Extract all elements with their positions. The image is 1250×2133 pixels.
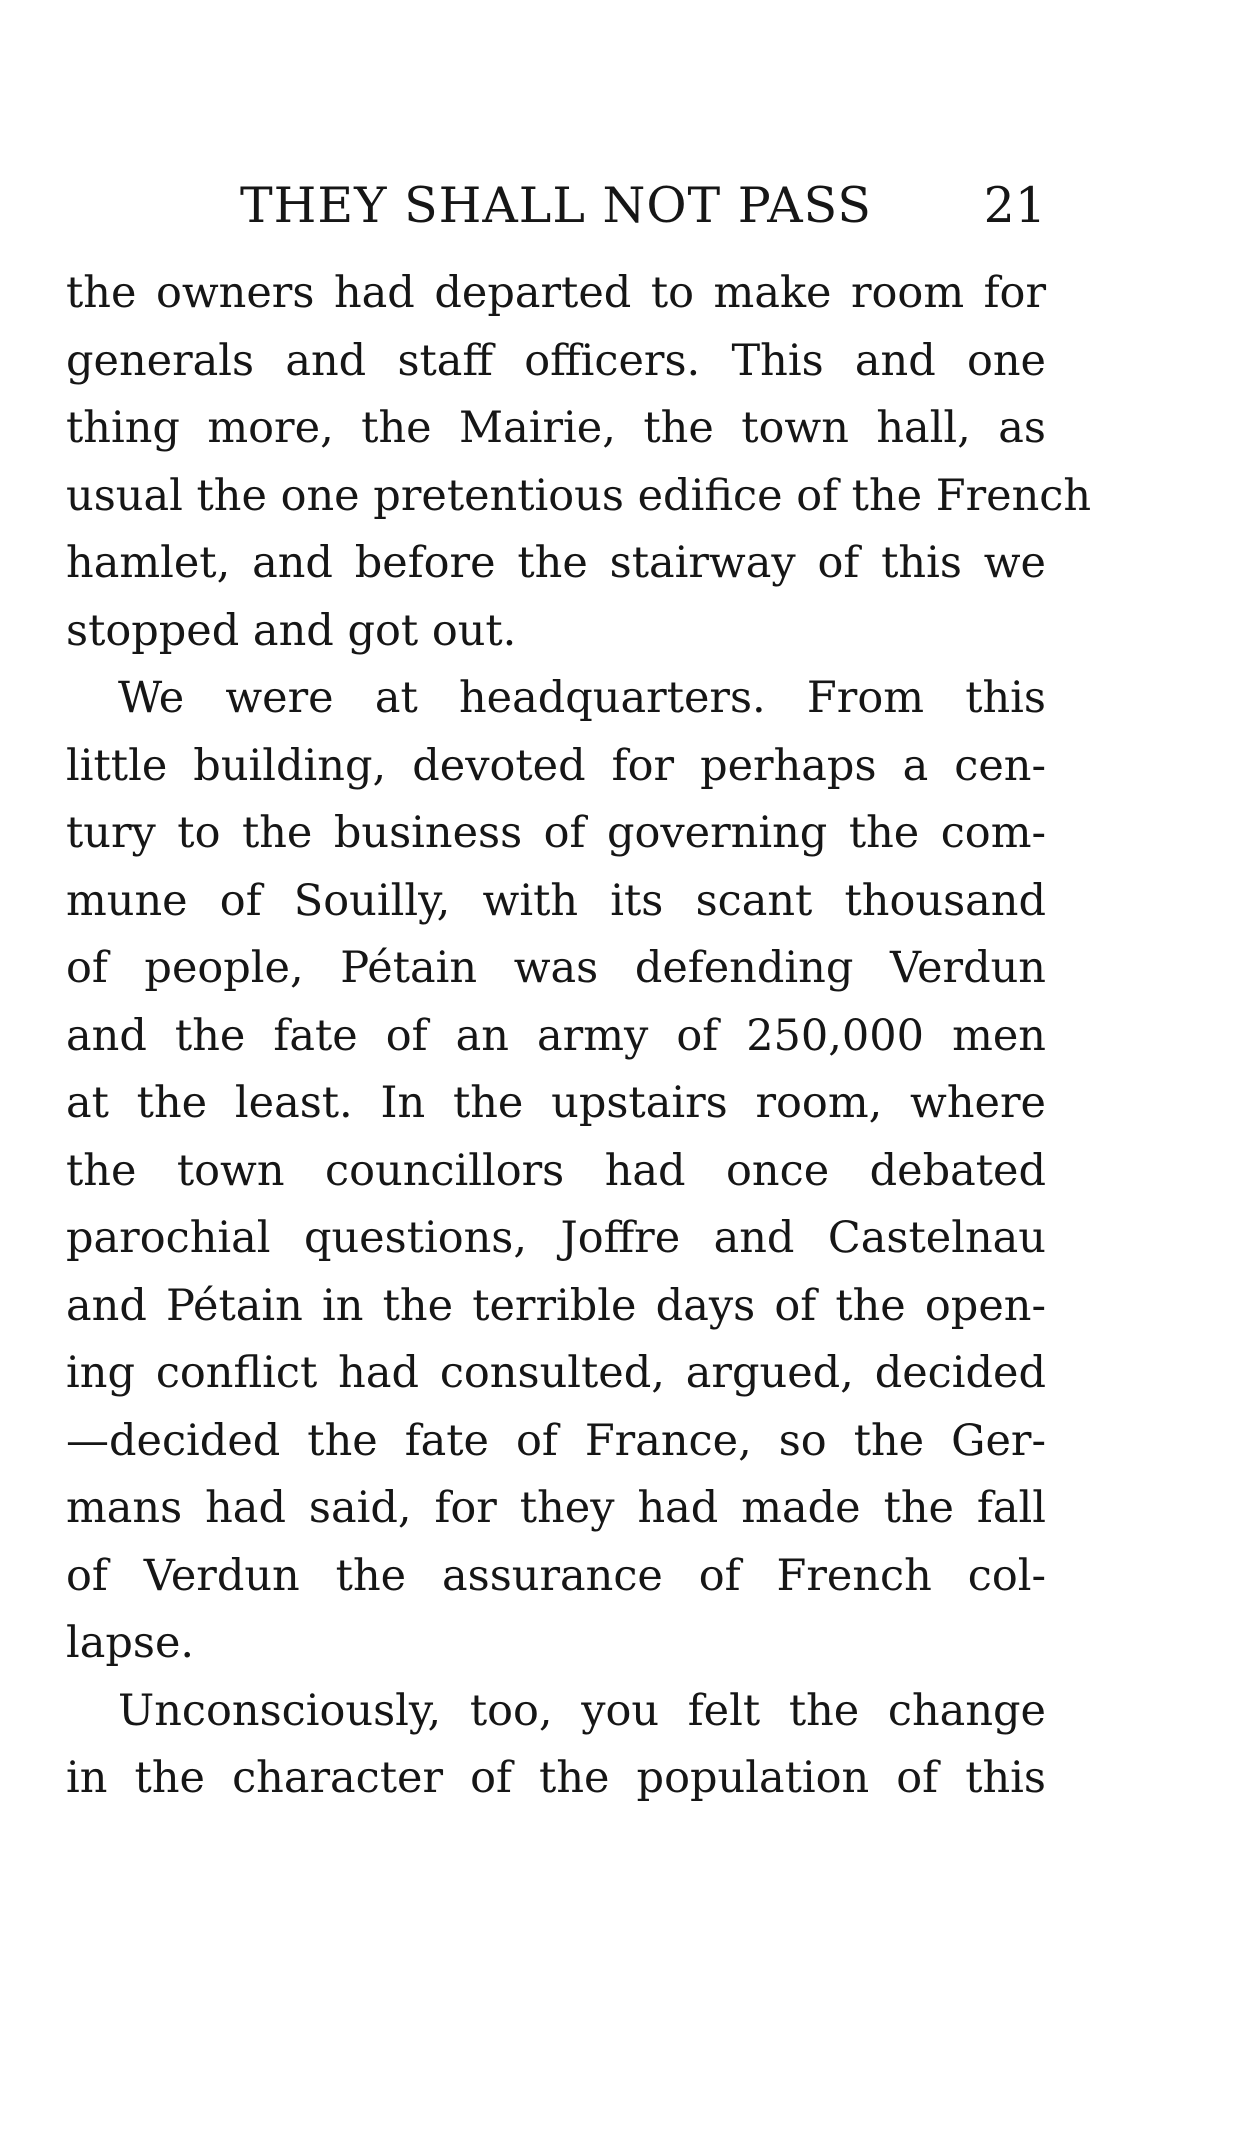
text-line: tury to the business of governing the com- <box>66 808 1046 858</box>
text-line: usual the one pretentious edifice of the French <box>66 470 1092 521</box>
page-number: 21 <box>983 177 1046 234</box>
text-line: generals and staff officers. This and one <box>66 335 1046 386</box>
text-line: and Pétain in the terrible days of the open- <box>66 1280 1046 1331</box>
text-line: lapse. <box>66 1618 195 1668</box>
text-line: Unconsciously, too, you felt the change <box>118 1685 1046 1736</box>
running-head <box>66 176 1046 236</box>
text-line: of people, Pétain was defending Verdun <box>66 943 1046 993</box>
text-line: little building, devoted for perhaps a cen- <box>66 740 1046 791</box>
running-title: THEY SHALL NOT PASS <box>240 177 872 234</box>
text-line: thing more, the Mairie, the town hall, as <box>66 403 1046 453</box>
text-line: and the fate of an army of 250,000 men <box>66 1010 1046 1061</box>
text-line: in the character of the population of this <box>66 1753 1046 1803</box>
text-line: —decided the fate of France, so the Ger- <box>66 1415 1046 1466</box>
text-line: at the least. In the upstairs room, where <box>66 1078 1046 1128</box>
text-line: the town councillors had once debated <box>66 1145 1046 1196</box>
text-line: of Verdun the assurance of French col- <box>66 1550 1046 1601</box>
text-line: parochial questions, Joffre and Castelnau <box>66 1213 1046 1263</box>
text-line: stopped and got out. <box>66 605 517 656</box>
body-text <box>66 260 1092 1813</box>
text-line: ing conflict had consulted, argued, decided <box>66 1348 1046 1398</box>
text-line: mans had said, for they had made the fall <box>66 1483 1046 1533</box>
text-line: the owners had departed to make room for <box>66 268 1046 318</box>
text-line: We were at headquarters. From this <box>118 673 1046 723</box>
text-line: hamlet, and before the stairway of this we <box>66 538 1046 588</box>
text-line: mune of Souilly, with its scant thousand <box>66 875 1046 926</box>
